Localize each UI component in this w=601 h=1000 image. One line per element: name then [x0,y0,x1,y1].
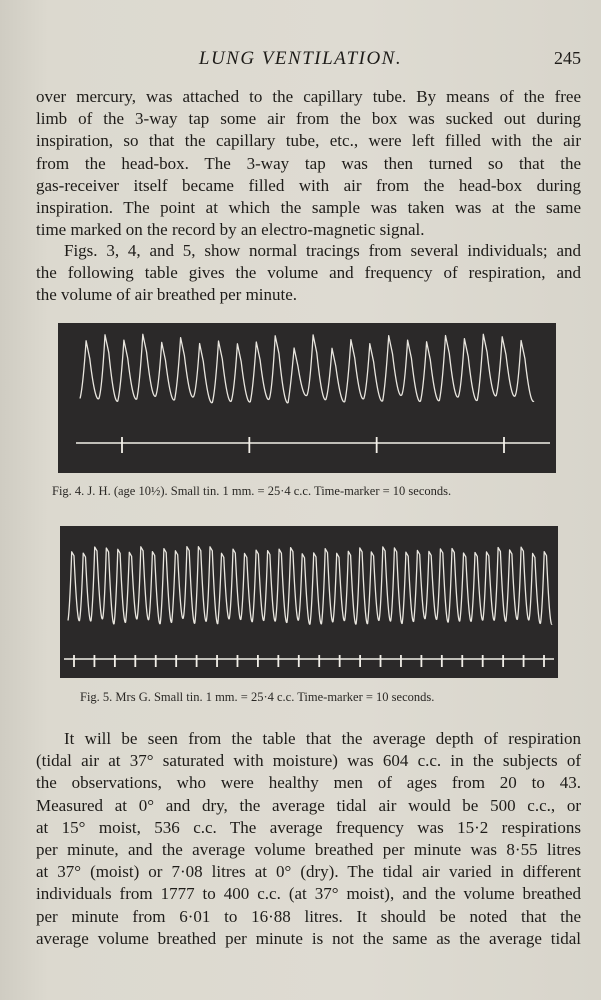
page-number: 245 [554,48,581,68]
text-line: limb of the 3-way tap some air from the box was sucked out during [36,109,581,129]
figure-4-kymograph [58,323,556,473]
text-line: at 15° moist, 536 c.c. The average frequency was 15·2 respirations [36,817,581,837]
text-line: individuals from 1777 to 400 c.c. (at 37° moist), and the volume breathed [36,884,581,904]
running-title: LUNG VENTILATION. [198,48,403,69]
text-line: inspiration, so that the capillary tube, etc., were left filled with the air [36,131,581,151]
text-line: per minute, and the average volume breathed per minute was 8·55 litres [36,839,581,859]
text-line: from the head-box. The 3-way tap was then turned so that the [36,153,581,173]
text-line: Measured at 0° and dry, the average tidal air would be 500 c.c., or [36,795,581,815]
text-line: at 37° (moist) or 7·08 litres at 0° (dry). The tidal air varied in different [36,862,581,882]
text-line: (tidal air at 37° saturated with moisture) was 604 c.c. in the subjects of [36,751,581,771]
figure-5-tracing [60,526,558,678]
paragraph-2 [36,240,581,307]
paragraph-1 [36,86,581,241]
text-line: the following table gives the volume and frequency of respiration, and [36,263,581,283]
figure-5-caption: Fig. 5. Mrs G. Small tin. 1 mm. = 25·4 c.c. Time-marker = 10 seconds. [80,690,435,704]
figure-background [58,323,556,473]
text-line: Figs. 3, 4, and 5, show normal tracings from several individuals; and [64,241,581,260]
text-line: inspiration. The point at which the sample was taken was at the same [36,197,581,217]
running-head [0,48,601,72]
text-line: the observations, who were healthy men of ages from 20 to 43. [36,773,581,793]
text-line: the volume of air breathed per minute. [36,285,298,305]
text-line: average volume breathed per minute is not the same as the average tidal [36,928,581,948]
figure-4-caption: Fig. 4. J. H. (age 10½). Small tin. 1 mm. = 25·4 c.c. Time-marker = 10 seconds. [52,484,452,498]
text-line: per minute from 6·01 to 16·88 litres. It should be noted that the [36,906,581,926]
paragraph-3 [36,728,581,950]
figure-5-kymograph [60,526,558,678]
text-line: It will be seen from the table that the average depth of respiration [64,729,581,748]
figure-4-tracing [58,323,556,473]
text-line: over mercury, was attached to the capillary tube. By means of the free [36,87,581,106]
text-line: gas-receiver itself became filled with air from the head-box during [36,175,581,195]
text-line: time marked on the record by an electro-magnetic signal. [36,220,425,240]
